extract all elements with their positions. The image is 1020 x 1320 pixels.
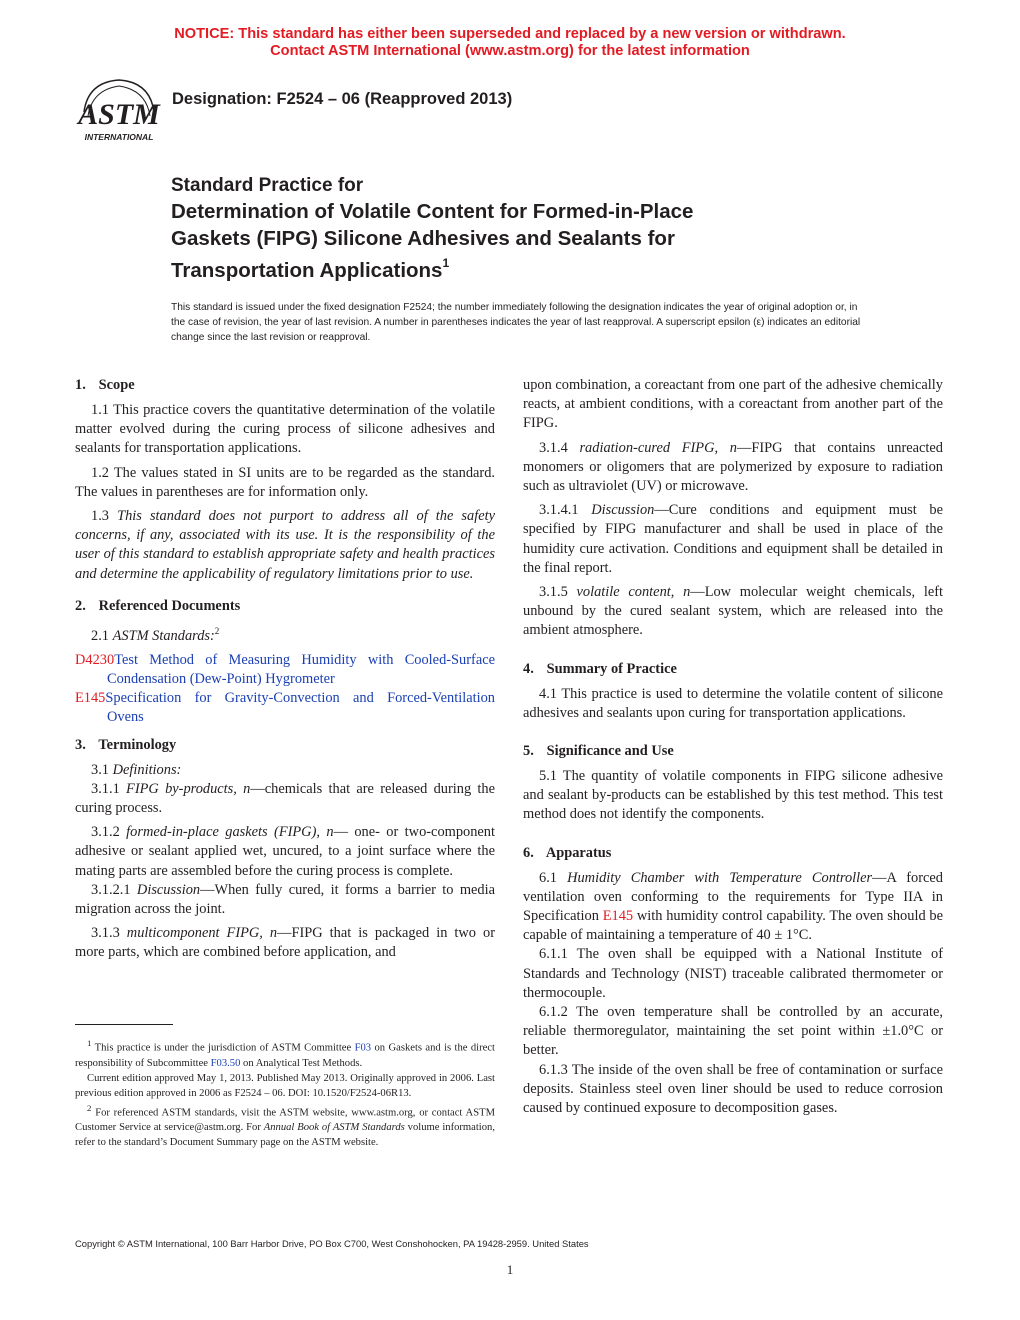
section-heading-scope: 1. Scope [75,377,135,393]
section-heading-refdocs: 2. Referenced Documents [75,597,241,614]
scope-1-1: 1.1 This practice covers the quantitative determination of the volatile matter evolved during the curing process of silicone adhesives and sealants for transportation applications. [75,402,495,457]
term-3-1-4: 3.1.4 radiation-cured FIPG, n—FIPG that contains unreacted monomers or oligomers that are polymerized by exposure to radiation such as ultraviolet (UV) or microwave. [523,439,943,495]
term-3-1-2: 3.1.2 formed-in-place gaskets (FIPG), n— one- or two-component adhesive or sealant applied wet, uncured, to a joint surface where the mating parts are assembled before the curing process is complete. [75,824,495,879]
term-3-1-3-cont: upon combination, a coreactant from one part of the adhesive chemically reacts, at ambient conditions, with a coreactant from another part of the FIPG. [523,377,943,432]
term-3-1-4-1: 3.1.4.1 Discussion—Cure conditions and equipment must be specified by FIPG manufacturer and shall be used in place of the humidity cure activation. Conditions and equipment shall be detailed in the final report. [523,502,944,576]
apparatus-6-1-3: 6.1.3 The inside of the oven shall be free of contamination or surface deposits. Stainless steel oven liner should be used to reduce corrosion caused by continued exposure to decomposition gases. [523,1061,943,1117]
logo-text: ASTM [78,98,160,131]
apparatus-6-1-2: 6.1.2 The oven temperature shall be controlled by an accurate, reliable thermoregulator, maintaining the set point within ±1.0°C or better. [523,1004,943,1059]
section-heading-significance: 5. Significance and Use [523,743,674,760]
title-line-1: Determination of Volatile Content for Formed-in-Place [171,200,694,223]
ref-e145-text[interactable]: Specification for Gravity-Convection and Forced-Ventilation Ovens [105,690,495,726]
footnote-1: $^1$ This practice is under the jurisdiction of ASTM Committee F03 on Gaskets and is the direct responsibility of Subcommittee F03.50 on Analytical Test Methods. [75,1038,495,1069]
page-number: 1 [506,1262,514,1277]
issue-note: This standard is issued under the fixed designation F2524; the number immediately following the designation indicates the year of original adoption or, in the case of revision, the year of last revision. A number in parentheses indicates the year of last reapproval. A superscript epsilon (ε) indicates an editorial change since the last revision or reapproval. [171,302,861,343]
copyright: Copyright © ASTM International, 100 Barr Harbor Drive, PO Box C700, West Conshohocken, PA 19428-2959. United States [75,1238,589,1249]
term-3-1-3: 3.1.3 multicomponent FIPG, n—FIPG that is packaged in two or more parts, which are combined before application, and [75,925,495,961]
significance-5-1: 5.1 The quantity of volatile components in FIPG silicone adhesive and sealant by-products can be established by this test method. This test method does not identify the components. [523,768,943,823]
section-heading-terminology: 3. Terminology [75,736,177,753]
footnote-2: $^2$ For referenced ASTM standards, visit the ASTM website, www.astm.org, or contact ASTM Customer Service at service@astm.org. For Annual Book of ASTM Standards volume information, refer to the standard’s Document Summary page on the ASTM website. [75,1102,495,1149]
designation: Designation: F2524 – 06 (Reapproved 2013) [172,90,513,108]
logo-subtext: INTERNATIONAL [84,132,154,142]
title-line-3 [171,252,891,284]
title-line-3-text: Transportation Applications [171,258,443,282]
section-heading-summary: 4. Summary of Practice [523,660,677,677]
term-3-1-5: 3.1.5 volatile content, n—Low molecular weight chemicals, left unbound by the cured sealant system, which are released into the ambient atmosphere. [523,584,943,639]
ref-d4230-code[interactable]: D4230 [75,651,115,668]
notice-line-1: NOTICE: This standard has either been superseded and replaced by a new version or withdrawn. [174,26,846,42]
term-3-1: 3.1 Definitions: [91,761,182,778]
ref-e145-code[interactable]: E145 [75,690,106,707]
ref-d4230[interactable] [75,651,495,689]
ref-e145[interactable] [75,689,495,727]
ref-d4230-text[interactable]: Test Method of Measuring Humidity with Cooled-Surface Condensation (Dew-Point) Hygrometer [107,651,495,688]
footnote-rule [75,1024,173,1025]
apparatus-6-1-1: 6.1.1 The oven shall be equipped with a National Institute of Standards and Technology (NIST) traceable calibrated thermometer or thermocouple. [523,946,943,1001]
footnote-link-f0350[interactable]: F03.50 [210,1057,241,1069]
term-3-1-1: 3.1.1 FIPG by-products, n—chemicals that are released during the curing process. [75,780,495,817]
footnote-link-f03[interactable]: F03 [354,1042,372,1054]
apparatus-6-1: 6.1 Humidity Chamber with Temperature Controller—A forced ventilation oven conforming to the requirements for Type IIA in Specification E145 with humidity control capability. The oven should be capable of maintaining a temperature of 40 ± 1°C. [523,869,943,944]
title-pre: Standard Practice for [171,175,364,196]
notice-line-2: Contact ASTM International (www.astm.org) for the latest information [270,43,750,59]
term-3-1-2-1: 3.1.2.1 Discussion—When fully cured, it forms a barrier to media migration across the joint. [75,881,495,918]
title-line-2: Gaskets (FIPG) Silicone Adhesives and Sealants for [171,227,675,250]
footnotes [75,1036,495,1150]
section-heading-apparatus: 6. Apparatus [523,844,612,861]
supersede-notice [0,26,1020,60]
apparatus-ref-e145[interactable]: E145 [602,908,634,925]
scope-1-3: 1.3 This standard does not purport to address all of the safety concerns, if any, associated with its use. It is the responsibility of the user of this standard to establish appropriate safety and health practices and determine the applicability of regulatory limitations prior to use. [75,508,495,582]
footnote-1-edition: Current edition approved May 1, 2013. Published May 2013. Originally approved in 2006. Last previous edition approved in 2006 as F2524 – 06. DOI: 10.1520/F2524-06R13. [75,1072,495,1099]
title-footnote-mark: 1 [442,256,450,270]
astm-logo [74,72,164,144]
scope-1-2: 1.2 The values stated in SI units are to be regarded as the standard. The values in parentheses are for information only. [75,464,495,500]
right-column [523,376,943,1123]
left-column [75,376,495,968]
refdocs-2-1: 2.1 ASTM Standards:$^2$ [91,625,220,644]
document-title [171,174,891,284]
summary-4-1: 4.1 This practice is used to determine the volatile content of silicone adhesives and sealants upon curing for transportation applications. [523,685,943,721]
